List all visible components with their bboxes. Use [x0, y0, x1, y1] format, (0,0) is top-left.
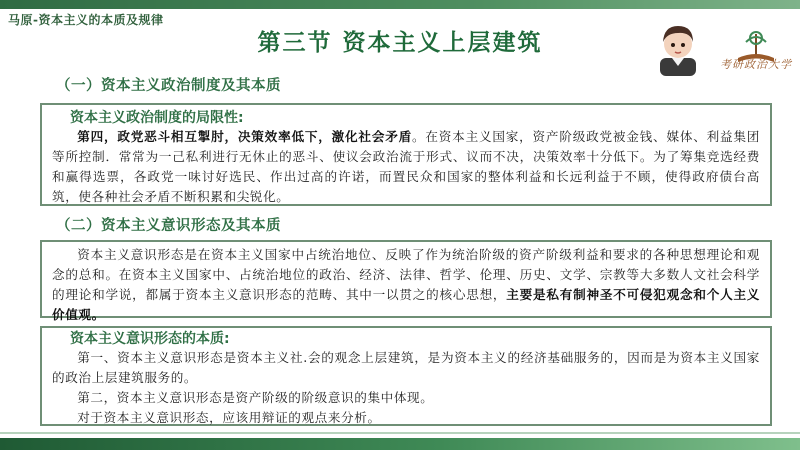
box-ideology-definition [40, 240, 772, 322]
course-label: 马原-资本主义的本质及规律 [8, 13, 164, 27]
essence-point-2: 第二，资本主义意识形态是资产阶级的阶级意识的集中体现。 [77, 390, 434, 405]
teacher-avatar-icon [650, 18, 706, 76]
ideology-bold-tail: 主要是私有制神圣不可侵犯观念和个人主义价值观。 [52, 287, 760, 322]
limitations-bold-lead: 第四，政党恶斗相互掣肘，决策效率低下，激化社会矛盾 [77, 129, 412, 144]
essence-point-1: 第一、资本主义意识形态是资本主义社.会的观念上层建筑，是为资本主义的经济基础服务的，因而是为资本主义国家的政治上层建筑服务的。 [52, 350, 760, 385]
ideology-text: 资本主义意识形态是在资本主义国家中占统治地位、反映了作为统治阶级的资产阶级利益和要求的各种思想理论和观念的总和。在资本主义国家中、占统治地位的政治、经济、法律、哲学、伦理、历史、文学、宗教等大多数人文社会科学的理论和学说，都属于资本主义意识形态的范畴、其中一以贯之的核心思想， [52, 247, 760, 302]
box-political-limitations [40, 103, 772, 206]
box-ideology-essence [40, 326, 772, 426]
limitations-paragraph [52, 127, 760, 207]
brand-text: 考研政治大学 [720, 58, 792, 71]
bottom-divider [0, 432, 800, 434]
essence-point-3: 对于资本主义意识形态，应该用辩证的观点来分析。 [77, 410, 381, 425]
box-heading-essence: 资本主义意识形态的本质: [70, 331, 230, 347]
section-heading-ideology: （二）资本主义意识形态及其本质 [56, 218, 281, 234]
section-heading-political-system: （一）资本主义政治制度及其本质 [56, 78, 281, 94]
bottom-decoration-strip [0, 438, 800, 450]
limitations-text: 。在资本主义国家，资产阶级政党被金钱、媒体、利益集团等所控制．常常为一己私利进行无休止的恶斗、使议会政治流于形式、议而不决，决策效率十分低下。为了筹集竞选经费和赢得选票，各政党一味讨好选民、作出过高的许诺，而置民众和国家的整体利益和长远利益于不顾，使得政府债台高筑，使各种社会矛盾不断积累和尖锐化。 [52, 129, 760, 204]
top-decoration-strip [0, 0, 800, 9]
page-title: 第三节 资本主义上层建筑 [257, 30, 543, 56]
ideology-paragraph [52, 245, 760, 325]
box-heading-limitations: 资本主义政治制度的局限性: [70, 110, 244, 126]
